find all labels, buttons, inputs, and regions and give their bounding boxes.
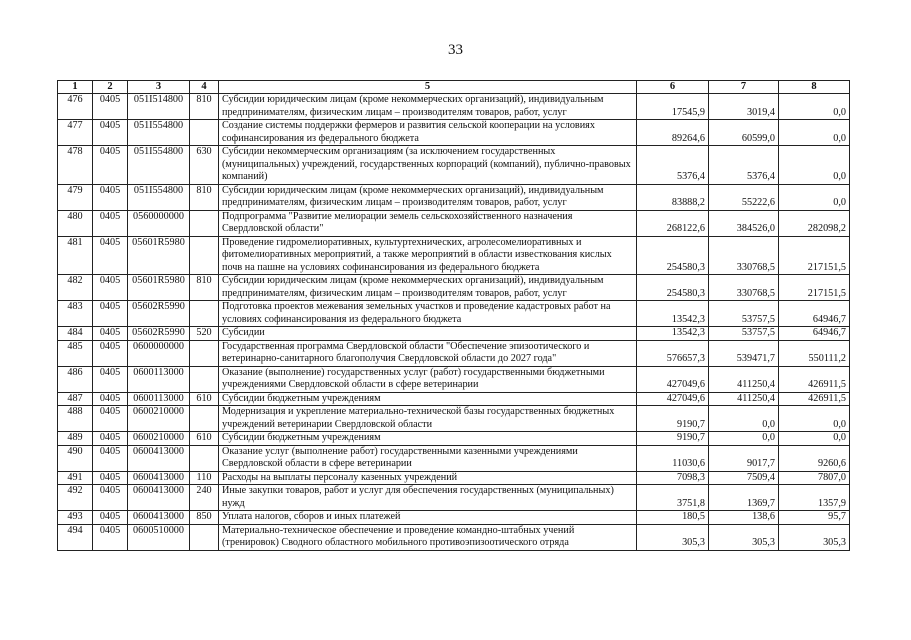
table-row xyxy=(58,406,850,432)
table-row xyxy=(58,236,850,275)
section-code: 0405 xyxy=(93,471,128,485)
item-description: Субсидии юридическим лицам (кроме некоммерческих организаций), индивидуальным предпринимателям, физическим лицам – производителям товаров, работ, услуг xyxy=(219,94,637,120)
table-row xyxy=(58,327,850,341)
target-article-code: 051I554800 xyxy=(128,184,190,210)
page-number: 33 xyxy=(448,42,463,58)
header-col-2: 2 xyxy=(93,81,128,94)
row-number: 492 xyxy=(58,485,93,511)
header-col-4: 4 xyxy=(190,81,219,94)
amount-col-8: 550111,2 xyxy=(779,340,850,366)
target-article-code: 05602R5990 xyxy=(128,301,190,327)
item-description: Субсидии юридическим лицам (кроме некоммерческих организаций), индивидуальным предпринимателям, физическим лицам – производителям товаров, работ, услуг xyxy=(219,275,637,301)
amount-col-6: 254580,3 xyxy=(637,236,709,275)
amount-col-8: 9260,6 xyxy=(779,445,850,471)
target-article-code: 0600413000 xyxy=(128,511,190,525)
item-description: Материально-техническое обеспечение и проведение командно-штабных учений (тренировок) Сводного областного мобильного противоэпизоотического отряда xyxy=(219,524,637,550)
amount-col-6: 89264,6 xyxy=(637,120,709,146)
table-row xyxy=(58,392,850,406)
row-number: 491 xyxy=(58,471,93,485)
table-row xyxy=(58,94,850,120)
table-row xyxy=(58,485,850,511)
item-description: Модернизация и укрепление материально-технической базы государственных бюджетных учреждений ветеринарии Свердловской области xyxy=(219,406,637,432)
target-article-code: 05602R5990 xyxy=(128,327,190,341)
amount-col-8: 0,0 xyxy=(779,184,850,210)
row-number: 484 xyxy=(58,327,93,341)
target-article-code: 0600413000 xyxy=(128,471,190,485)
expense-type-code xyxy=(190,210,219,236)
amount-col-8: 1357,9 xyxy=(779,485,850,511)
section-code: 0405 xyxy=(93,432,128,446)
item-description: Субсидии бюджетным учреждениям xyxy=(219,432,637,446)
expense-type-code: 240 xyxy=(190,485,219,511)
amount-col-8: 305,3 xyxy=(779,524,850,550)
amount-col-6: 7098,3 xyxy=(637,471,709,485)
target-article-code: 051I554800 xyxy=(128,120,190,146)
amount-col-6: 268122,6 xyxy=(637,210,709,236)
amount-col-8: 426911,5 xyxy=(779,366,850,392)
row-number: 489 xyxy=(58,432,93,446)
row-number: 485 xyxy=(58,340,93,366)
amount-col-7: 330768,5 xyxy=(709,275,779,301)
row-number: 480 xyxy=(58,210,93,236)
section-code: 0405 xyxy=(93,392,128,406)
target-article-code: 051I514800 xyxy=(128,94,190,120)
amount-col-6: 11030,6 xyxy=(637,445,709,471)
row-number: 478 xyxy=(58,146,93,185)
row-number: 483 xyxy=(58,301,93,327)
section-code: 0405 xyxy=(93,146,128,185)
row-number: 488 xyxy=(58,406,93,432)
header-col-8: 8 xyxy=(779,81,850,94)
amount-col-6: 305,3 xyxy=(637,524,709,550)
item-description: Субсидии юридическим лицам (кроме некоммерческих организаций), индивидуальным предпринимателям, физическим лицам – производителям товаров, работ, услуг xyxy=(219,184,637,210)
section-code: 0405 xyxy=(93,210,128,236)
amount-col-8: 0,0 xyxy=(779,406,850,432)
row-number: 479 xyxy=(58,184,93,210)
amount-col-8: 95,7 xyxy=(779,511,850,525)
amount-col-7: 330768,5 xyxy=(709,236,779,275)
amount-col-8: 0,0 xyxy=(779,120,850,146)
row-number: 482 xyxy=(58,275,93,301)
table-row xyxy=(58,524,850,550)
row-number: 486 xyxy=(58,366,93,392)
item-description: Расходы на выплаты персоналу казенных учреждений xyxy=(219,471,637,485)
amount-col-6: 5376,4 xyxy=(637,146,709,185)
item-description: Уплата налогов, сборов и иных платежей xyxy=(219,511,637,525)
expense-type-code: 110 xyxy=(190,471,219,485)
amount-col-8: 426911,5 xyxy=(779,392,850,406)
expense-type-code: 610 xyxy=(190,432,219,446)
table-row xyxy=(58,120,850,146)
amount-col-7: 138,6 xyxy=(709,511,779,525)
table-row xyxy=(58,471,850,485)
table-row xyxy=(58,445,850,471)
amount-col-8: 64946,7 xyxy=(779,327,850,341)
expense-type-code xyxy=(190,445,219,471)
target-article-code: 0600113000 xyxy=(128,392,190,406)
target-article-code: 0600113000 xyxy=(128,366,190,392)
item-description: Подпрограмма "Развитие мелиорации земель сельскохозяйственного назначения Свердловской области" xyxy=(219,210,637,236)
table-row xyxy=(58,366,850,392)
expense-type-code: 610 xyxy=(190,392,219,406)
amount-col-6: 427049,6 xyxy=(637,392,709,406)
row-number: 490 xyxy=(58,445,93,471)
target-article-code: 051I554800 xyxy=(128,146,190,185)
expense-type-code: 810 xyxy=(190,275,219,301)
expense-type-code xyxy=(190,301,219,327)
amount-col-6: 83888,2 xyxy=(637,184,709,210)
row-number: 477 xyxy=(58,120,93,146)
target-article-code: 0600510000 xyxy=(128,524,190,550)
amount-col-6: 9190,7 xyxy=(637,406,709,432)
expense-type-code: 520 xyxy=(190,327,219,341)
amount-col-7: 9017,7 xyxy=(709,445,779,471)
amount-col-8: 0,0 xyxy=(779,146,850,185)
header-col-5: 5 xyxy=(219,81,637,94)
expense-type-code xyxy=(190,340,219,366)
target-article-code: 0600210000 xyxy=(128,406,190,432)
expense-type-code xyxy=(190,236,219,275)
budget-table xyxy=(57,80,850,551)
amount-col-8: 0,0 xyxy=(779,432,850,446)
item-description: Субсидии xyxy=(219,327,637,341)
table-row xyxy=(58,511,850,525)
row-number: 493 xyxy=(58,511,93,525)
table-row xyxy=(58,146,850,185)
section-code: 0405 xyxy=(93,275,128,301)
section-code: 0405 xyxy=(93,120,128,146)
table-row xyxy=(58,275,850,301)
amount-col-8: 217151,5 xyxy=(779,236,850,275)
amount-col-7: 384526,0 xyxy=(709,210,779,236)
amount-col-7: 5376,4 xyxy=(709,146,779,185)
expense-type-code: 850 xyxy=(190,511,219,525)
section-code: 0405 xyxy=(93,236,128,275)
section-code: 0405 xyxy=(93,366,128,392)
target-article-code: 0600210000 xyxy=(128,432,190,446)
amount-col-8: 217151,5 xyxy=(779,275,850,301)
amount-col-7: 0,0 xyxy=(709,406,779,432)
row-number: 481 xyxy=(58,236,93,275)
amount-col-8: 282098,2 xyxy=(779,210,850,236)
expense-type-code xyxy=(190,366,219,392)
section-code: 0405 xyxy=(93,184,128,210)
amount-col-7: 53757,5 xyxy=(709,301,779,327)
amount-col-6: 13542,3 xyxy=(637,301,709,327)
header-col-7: 7 xyxy=(709,81,779,94)
amount-col-8: 64946,7 xyxy=(779,301,850,327)
expense-type-code: 630 xyxy=(190,146,219,185)
section-code: 0405 xyxy=(93,445,128,471)
target-article-code: 0600413000 xyxy=(128,485,190,511)
expense-type-code xyxy=(190,406,219,432)
amount-col-7: 7509,4 xyxy=(709,471,779,485)
expense-type-code: 810 xyxy=(190,94,219,120)
row-number: 487 xyxy=(58,392,93,406)
amount-col-7: 60599,0 xyxy=(709,120,779,146)
item-description: Проведение гидромелиоративных, культуртехнических, агролесомелиоративных и фитомелиоративных мероприятий, а также мероприятий в области известкования кислых почв на пашне на условиях софинансирования из федерального бюджета xyxy=(219,236,637,275)
amount-col-7: 305,3 xyxy=(709,524,779,550)
amount-col-7: 411250,4 xyxy=(709,392,779,406)
target-article-code: 0600413000 xyxy=(128,445,190,471)
amount-col-7: 411250,4 xyxy=(709,366,779,392)
section-code: 0405 xyxy=(93,94,128,120)
amount-col-6: 576657,3 xyxy=(637,340,709,366)
item-description: Оказание услуг (выполнение работ) государственными казенными учреждениями Свердловской области в сфере ветеринарии xyxy=(219,445,637,471)
amount-col-7: 0,0 xyxy=(709,432,779,446)
section-code: 0405 xyxy=(93,485,128,511)
amount-col-8: 0,0 xyxy=(779,94,850,120)
amount-col-6: 254580,3 xyxy=(637,275,709,301)
amount-col-7: 3019,4 xyxy=(709,94,779,120)
row-number: 494 xyxy=(58,524,93,550)
expense-type-code: 810 xyxy=(190,184,219,210)
section-code: 0405 xyxy=(93,406,128,432)
amount-col-7: 1369,7 xyxy=(709,485,779,511)
amount-col-7: 53757,5 xyxy=(709,327,779,341)
amount-col-7: 55222,6 xyxy=(709,184,779,210)
item-description: Субсидии некоммерческим организациям (за исключением государственных (муниципальных) учреждений, государственных корпораций (компаний), публично-правовых компаний) xyxy=(219,146,637,185)
target-article-code: 0600000000 xyxy=(128,340,190,366)
expense-type-code xyxy=(190,120,219,146)
amount-col-6: 3751,8 xyxy=(637,485,709,511)
section-code: 0405 xyxy=(93,301,128,327)
item-description: Иные закупки товаров, работ и услуг для обеспечения государственных (муниципальных) нужд xyxy=(219,485,637,511)
amount-col-8: 7807,0 xyxy=(779,471,850,485)
section-code: 0405 xyxy=(93,340,128,366)
amount-col-6: 180,5 xyxy=(637,511,709,525)
header-row xyxy=(58,81,850,94)
amount-col-6: 427049,6 xyxy=(637,366,709,392)
table-row xyxy=(58,432,850,446)
row-number: 476 xyxy=(58,94,93,120)
table-row xyxy=(58,301,850,327)
amount-col-7: 539471,7 xyxy=(709,340,779,366)
section-code: 0405 xyxy=(93,511,128,525)
expense-type-code xyxy=(190,524,219,550)
target-article-code: 05601R5980 xyxy=(128,275,190,301)
target-article-code: 05601R5980 xyxy=(128,236,190,275)
table-row xyxy=(58,210,850,236)
header-col-1: 1 xyxy=(58,81,93,94)
item-description: Подготовка проектов межевания земельных участков и проведение кадастровых работ на условиях софинансирования из федерального бюджета xyxy=(219,301,637,327)
amount-col-6: 17545,9 xyxy=(637,94,709,120)
item-description: Субсидии бюджетным учреждениям xyxy=(219,392,637,406)
item-description: Оказание (выполнение) государственных услуг (работ) государственными бюджетными учреждениями Свердловской области в сфере ветеринарии xyxy=(219,366,637,392)
target-article-code: 0560000000 xyxy=(128,210,190,236)
table-row xyxy=(58,340,850,366)
amount-col-6: 13542,3 xyxy=(637,327,709,341)
item-description: Создание системы поддержки фермеров и развития сельской кооперации на условиях софинансирования из федерального бюджета xyxy=(219,120,637,146)
header-col-3: 3 xyxy=(128,81,190,94)
section-code: 0405 xyxy=(93,327,128,341)
amount-col-6: 9190,7 xyxy=(637,432,709,446)
table-row xyxy=(58,184,850,210)
header-col-6: 6 xyxy=(637,81,709,94)
item-description: Государственная программа Свердловской области "Обеспечение эпизоотического и ветеринарно-санитарного благополучия Свердловской области до 2027 года" xyxy=(219,340,637,366)
section-code: 0405 xyxy=(93,524,128,550)
